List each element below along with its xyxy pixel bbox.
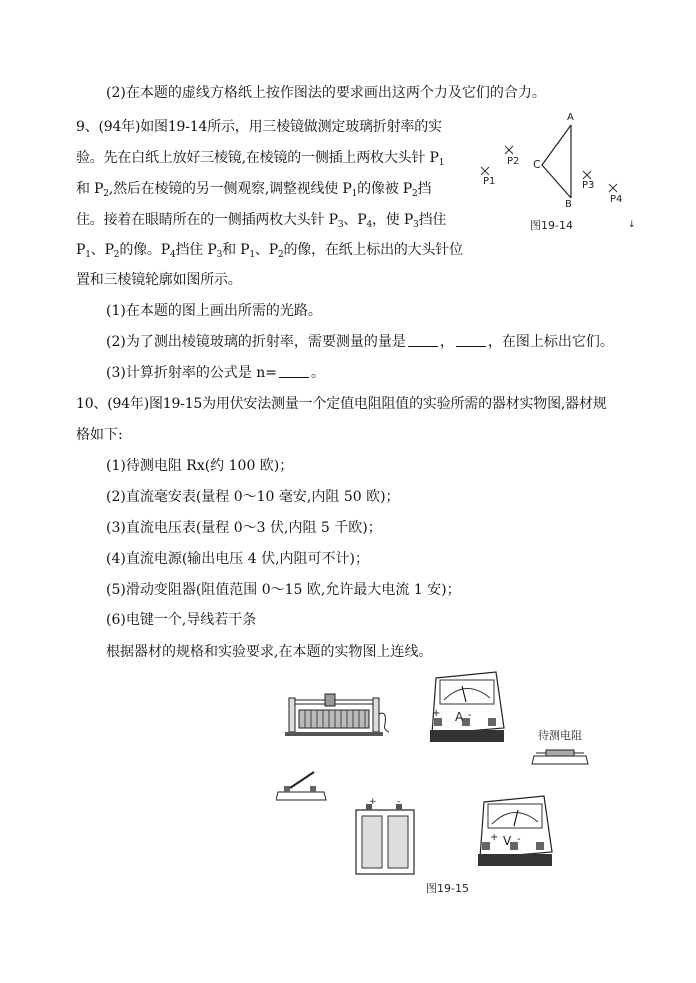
rheostat-illustration: [285, 690, 390, 740]
voltmeter-minus-label: -: [517, 834, 521, 845]
q10-item-3: (3)直流电压表(量程 0～3 伏,内阻 5 千欧)；: [106, 520, 382, 536]
pin-p2-label: P2: [507, 156, 520, 167]
pin-p4-label: P4: [610, 194, 623, 205]
test-resistor-label: 待测电阻: [538, 729, 582, 742]
ammeter-minus-label: -: [468, 710, 472, 721]
voltmeter-illustration: [474, 792, 554, 872]
battery-minus-label: -: [397, 797, 401, 807]
q10-stem-line1: 10、(94年)图19-15为用伏安法测量一个定值电阻阻值的实验所需的器材实物图,器材规: [76, 396, 607, 412]
pin-p1-label: P1: [483, 176, 496, 187]
q9-answer-blank-2[interactable]: [456, 333, 486, 347]
voltmeter-plus-label: +: [490, 832, 499, 843]
vertex-a-label: A: [567, 112, 574, 123]
q10-item-5: (5)滑动变阻器(阻值范围 0～15 欧,允许最大电流 1 安)；: [106, 582, 461, 598]
q8-part2: (2)在本题的虚线方格纸上按作图法的要求画出这两个力及它们的合力。: [106, 85, 546, 101]
q10-instruction: 根据器材的规格和实验要求,在本题的实物图上连线。: [106, 644, 433, 660]
vertex-c-label: C: [533, 158, 541, 171]
q10-item-2: (2)直流毫安表(量程 0～10 毫安,内阻 50 欧)；: [106, 489, 400, 505]
figure-19-14-caption: 图19-14: [530, 219, 573, 232]
battery-illustration: [352, 796, 418, 878]
q9-stem-line4: 住。接着在眼睛所在的一侧插两枚大头针 $P_3$、$P_4$，使 $P_3$挡住: [76, 212, 447, 230]
voltmeter-label: V: [503, 834, 512, 848]
vertex-b-label: B: [565, 199, 572, 210]
figure-19-15-caption: 图19-15: [426, 882, 469, 895]
q9-stem-line2: 验。先在白纸上放好三棱镜,在棱镜的一侧插上两枚大头针 $P_1$: [76, 150, 445, 168]
q9-stem-line1: 9、(94年)如图19-14所示，用三棱镜做测定玻璃折射率的实: [76, 119, 442, 135]
switch-illustration: [276, 768, 328, 804]
battery-plus-label: +: [369, 797, 377, 807]
q9-part2: (2)为了测出棱镜玻璃的折射率，需要测量的量是 ， ，在图上标出它们。: [106, 334, 614, 350]
q9-stem-line5: $P_1$、$P_2$的像。$P_4$挡住 $P_3$和 $P_1$、$P_2$的像，在纸上标出的大头针位: [76, 242, 463, 260]
test-resistor-illustration: [530, 744, 590, 768]
q9-part3: (3)计算折射率的公式是 n= 。: [106, 365, 326, 381]
q9-answer-blank-1[interactable]: [408, 333, 438, 347]
q9-stem-line6: 置和三棱镜轮廓如图所示。: [76, 272, 242, 288]
pin-p3-label: P3: [582, 180, 595, 191]
pin-marks: [481, 146, 617, 192]
q9-stem-line3: 和 $P_2$,然后在棱镜的另一侧观察,调整视线使 $P_1$的像被 $P_2$挡: [76, 181, 432, 199]
q9-part1: (1)在本题的图上画出所需的光路。: [106, 303, 322, 319]
q10-stem-line2: 格如下:: [76, 427, 123, 443]
q9-answer-blank-3[interactable]: [279, 364, 309, 378]
q10-item-6: (6)电键一个,导线若干条: [106, 612, 257, 628]
q10-item-4: (4)直流电源(输出电压 4 伏,内阻可不计)；: [106, 551, 370, 567]
ammeter-label: A: [455, 710, 464, 724]
return-mark: ↓: [628, 220, 636, 230]
q10-item-1: (1)待测电阻 Rx(约 100 欧)；: [106, 458, 294, 474]
ammeter-plus-label: +: [432, 708, 441, 719]
